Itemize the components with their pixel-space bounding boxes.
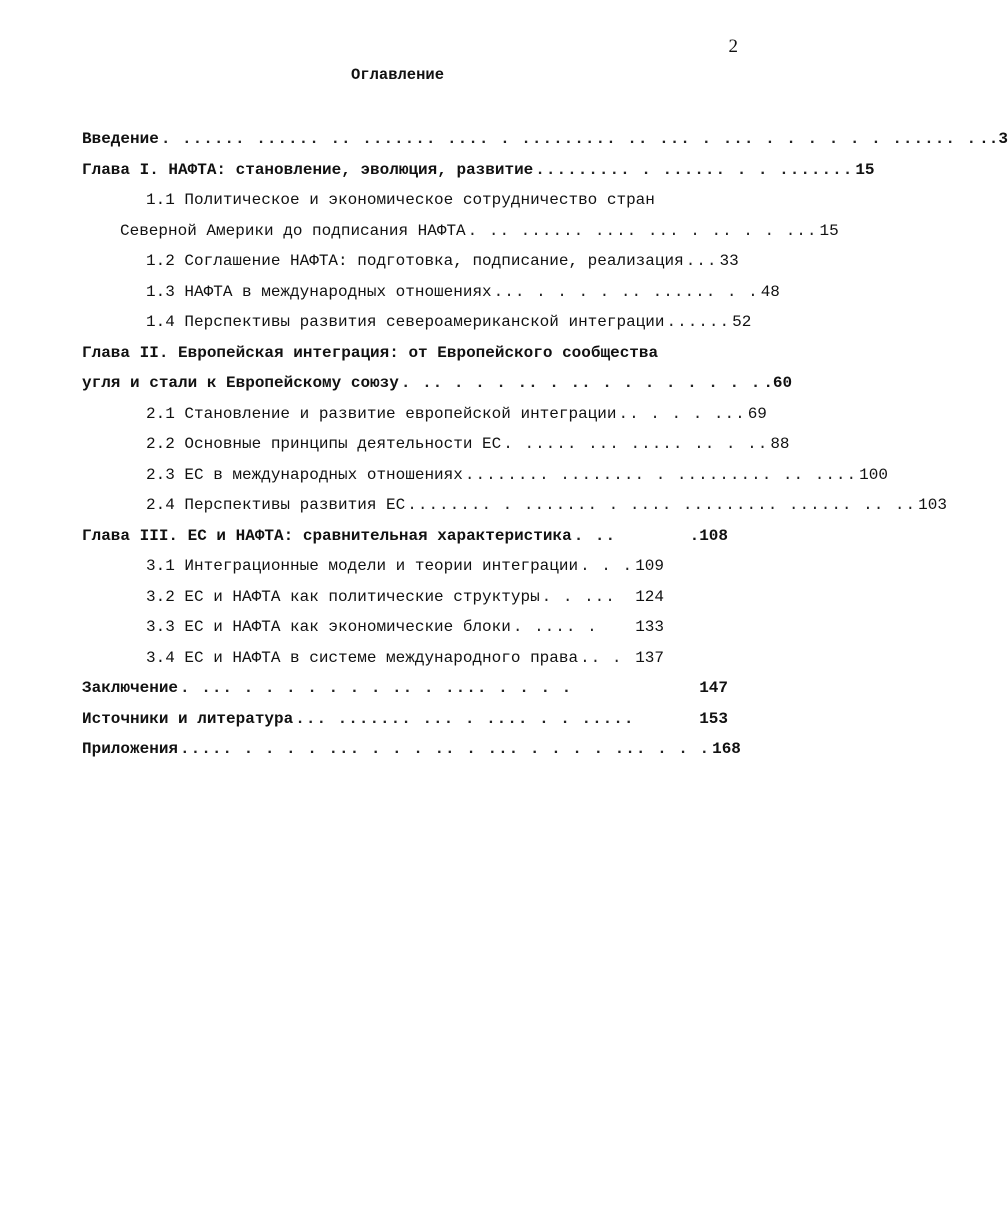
- toc-entry-section-2-4: [82, 490, 947, 521]
- toc-entry-section-1-4: [82, 307, 752, 338]
- toc-leader-dots: ..... . . . . ... . . . .. . ... . . . . ... . . .: [180, 740, 711, 758]
- toc-entry-section-1-2: [82, 246, 739, 277]
- toc-entry-text: Северной Америки до подписания НАФТА: [120, 221, 466, 240]
- toc-leader-dots: .. .: [580, 648, 623, 667]
- toc-entry-section-1-1-continued: [82, 216, 839, 247]
- toc-page-number: 69: [747, 404, 767, 423]
- toc-leader-dots: . ..... ... ..... .. . ..: [503, 435, 769, 453]
- toc-page-number: 15: [819, 221, 839, 240]
- toc-entry-text: Глава III. ЕС и НАФТА: сравнительная характеристика: [82, 526, 572, 545]
- toc-entry-text: 2.4 Перспективы развития ЕС: [146, 496, 406, 514]
- toc-entry-section-1-1: [82, 185, 728, 216]
- toc-leader-dots: . ... . . . . . . . .. . .... . . . .: [180, 679, 573, 697]
- toc-entry-text: Источники и литература: [82, 709, 294, 728]
- toc-entry-section-1-3: [82, 277, 780, 308]
- toc-page-number: 147: [699, 679, 728, 697]
- toc-leader-dots: ......: [666, 313, 731, 331]
- toc-title: Оглавление: [350, 66, 444, 84]
- toc-leader-dots: ........ . ....... . .... ......... ...... .. ..: [407, 496, 917, 514]
- toc-entry-text: 3.3 ЕС и НАФТА как экономические блоки: [146, 618, 511, 636]
- toc-entry-sources: [82, 704, 728, 735]
- toc-leader-dots: ... . . . . .. ...... . .: [493, 282, 759, 301]
- toc-entry-section-3-4: [82, 643, 728, 674]
- toc-entry-text: 3.2 ЕС и НАФТА как политические структуры: [146, 587, 540, 606]
- toc-entry-introduction: [82, 124, 1008, 155]
- toc-leader-dots: . .. . . . .. . .. . . . . . . . .: [400, 374, 762, 392]
- toc-leader-dots: ...: [685, 252, 718, 270]
- toc-entry-text: Приложения: [82, 740, 179, 758]
- toc-page-number: 100: [859, 465, 888, 484]
- toc-leader-dots: . ...... ...... .. ....... .... . ......... .. ... . ... . . . . . . ...... .: [160, 130, 978, 148]
- toc-page-number: 153: [699, 709, 728, 728]
- toc-leader-dots: . .... .: [512, 618, 598, 636]
- toc-entry-section-2-2: [82, 429, 790, 460]
- toc-entry-text: 2.1 Становление и развитие европейской интеграции: [146, 404, 617, 423]
- toc-entry-section-3-1: [82, 551, 728, 582]
- toc-entry-text: 3.4 ЕС и НАФТА в системе международного права: [146, 648, 579, 667]
- toc-entry-appendices: [82, 734, 741, 765]
- toc-page-number: ..3: [979, 130, 1008, 148]
- toc-leader-dots: . . ...: [541, 587, 616, 606]
- toc-entry-text: 1.4 Перспективы развития североамериканской интеграции: [146, 313, 665, 331]
- toc-page-number: 52: [732, 313, 752, 331]
- toc-entry-conclusion: [82, 673, 728, 704]
- toc-entry-text: Введение: [82, 130, 159, 148]
- toc-page-number: 137: [635, 648, 664, 667]
- table-of-contents: [82, 124, 1008, 765]
- toc-page-number: .60: [763, 374, 793, 392]
- toc-page-number: 103: [918, 496, 947, 514]
- toc-entry-text: Заключение: [82, 679, 179, 697]
- toc-leader-dots: . . .: [580, 557, 634, 575]
- toc-page-number: 133: [635, 618, 664, 636]
- toc-page-number: 48: [760, 282, 780, 301]
- toc-entry-text: Глава II. Европейская интеграция: от Европейского сообщества: [82, 343, 659, 362]
- toc-entry-chapter-3: [82, 521, 728, 552]
- toc-entry-text: 3.1 Интеграционные модели и теории интеграции: [146, 557, 579, 575]
- page-number: 2: [728, 36, 738, 57]
- toc-page-number: 88: [770, 435, 790, 453]
- toc-entry-chapter-1: [82, 155, 875, 186]
- toc-entry-text: 1.1 Политическое и экономическое сотрудничество стран: [146, 191, 655, 209]
- toc-entry-text: угля и стали к Европейскому союзу: [82, 374, 399, 392]
- toc-leader-dots: . .. ...... .... ... . .. . . ...: [467, 221, 818, 240]
- toc-leader-dots: ........ ........ . ......... .. ....: [464, 465, 858, 484]
- toc-page-number: 33: [719, 252, 739, 270]
- toc-entry-text: Глава I. НАФТА: становление, эволюция, развитие: [82, 160, 534, 179]
- toc-entry-chapter-2-continued: [82, 368, 793, 399]
- toc-entry-section-2-1: [82, 399, 767, 430]
- toc-entry-section-2-3: [82, 460, 888, 491]
- toc-page-number: 168: [712, 740, 741, 758]
- toc-leader-dots: .. . . . ...: [618, 404, 746, 423]
- toc-leader-dots: ... ....... ... . .... . . .....: [295, 709, 635, 728]
- toc-entry-chapter-2: [82, 338, 728, 369]
- toc-entry-text: 2.3 ЕС в международных отношениях: [146, 465, 463, 484]
- toc-page-number: 124: [635, 587, 664, 606]
- toc-entry-text: 1.2 Соглашение НАФТА: подготовка, подписание, реализация: [146, 252, 684, 270]
- toc-page-number: .108: [689, 526, 728, 545]
- toc-entry-text: 1.3 НАФТА в международных отношениях: [146, 282, 492, 301]
- toc-page-number: 109: [635, 557, 664, 575]
- toc-entry-text: 2.2 Основные принципы деятельности ЕС: [146, 435, 502, 453]
- toc-entry-section-3-3: [82, 612, 728, 643]
- toc-entry-section-3-2: [82, 582, 728, 613]
- toc-leader-dots: . ..: [573, 526, 617, 545]
- toc-leader-dots: ......... . ...... . . .......: [535, 160, 854, 179]
- toc-page-number: 15: [855, 160, 875, 179]
